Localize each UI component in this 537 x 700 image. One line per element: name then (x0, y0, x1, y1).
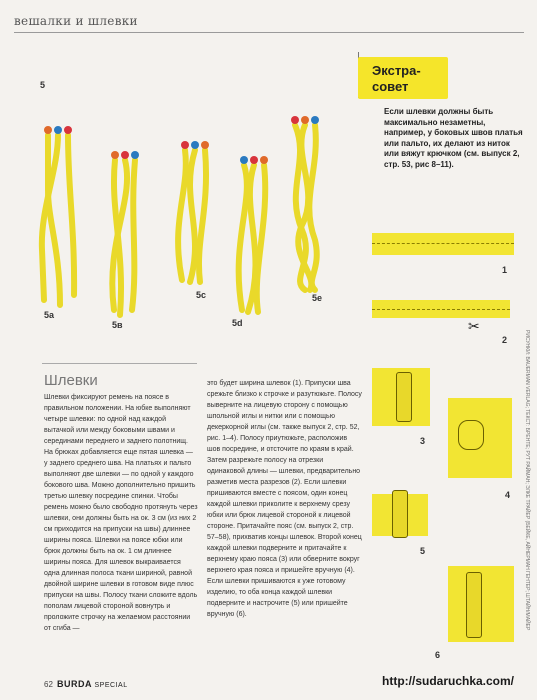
figure-label-5a: 5a (44, 310, 55, 320)
belt-loop (392, 490, 408, 538)
page-number: 62 (44, 680, 53, 689)
article-column-1 (44, 392, 198, 634)
brand-suffix: SPECIAL (94, 682, 128, 689)
figure-label-5e: 5e (312, 293, 323, 303)
figure-label-5d: 5d (232, 318, 243, 328)
tip-title: Экстра- совет (372, 63, 421, 94)
braid-5e (295, 125, 317, 290)
step-label-2: 2 (502, 335, 508, 345)
braid-5b (112, 160, 135, 315)
belt-loop (396, 372, 412, 422)
step-label-4: 4 (505, 490, 511, 500)
brand-name: BURDA (57, 679, 92, 689)
stitch-line (372, 243, 514, 245)
section-header: вешалки и шлевки (14, 14, 138, 28)
hand-sewing-icon (458, 420, 484, 450)
brand-logo (57, 679, 128, 689)
article-text-1: Шлевки фиксируют ремень на поясе в правильном положении. На юбке выполняют четыре шлевки: по одной над каждой вытачкой или между боковыми швами и серединами переднего и заднего полотнищ. На брюках добавляется еще пятая шлевка — у заднего среднего шва. На платьях и пальто выполняют две шлевки — по одной у каждого бокового шва. Можно дополнительно пришить третью шлевку посредине спинки. Чтобы ремень можно было свободно протянуть через шлевки, они должны быть на ок. 3 см (из них 2 см приходится на припуски на швы) длиннее ширины пояса. Шлевки на поясе юбки или брюк должны быть на ок. 1 см длиннее ширины пояса. Для шлевок выкраивается одна длинная полоса ткани шириной, равной двойной ширине шлевки в готовом виде плюс припуски на швы. Полосу ткани сложите вдоль пополам лицевой стороной вовнутрь и проложите строчку на желаемом расстоянии от сгиба — (44, 394, 198, 632)
braiding-illustration (30, 110, 350, 340)
article-text-2: это будет ширина шлевок (1). Припуски шва срежьте близко к строчке и разутюжьте. Полосу выверните на лицевую сторону с помощью шпольной иглы и нитки или с помощью декеркорной иглы (см. также выпуск 2, стр. 52, рис. 1–4). Полосу приутюжьте, расположив шов посредине, и отсточите по краям в край. Затем разрежьте полосу на отрезки одинаковой длины — шлевки, предварительно разметив места разрезов (2). Если шлевки пришиваются вместе с поясом, один конец каждой шлевки приколите к верхнему срезу юбки или брюк лицевой стороной к лицевой стороне. Притачайте пояс (см. выпуск 2, стр. 57–58), прихватив концы шлевок. Второй конец каждой шлевки подверните и притачайте к верхнему краю пояса (3) или обверните вокруг верхнего края пояса и пришейте вручную (4). Если шлевки пришиваются к уже готовому изделию, то оба конца каждой шлевки подверните и настрочите (5) или пришейте вручную (6). (207, 380, 362, 618)
stitch-line (372, 309, 510, 311)
step-label-1: 1 (502, 265, 508, 275)
scissors-icon: ✂ (468, 318, 480, 334)
step-label-6: 6 (435, 650, 441, 660)
pin-heads (44, 116, 319, 164)
tip-text: Если шлевки должны быть максимально незаметны, например, у боковых швов платья или пальто, их делают из ниток или вяжут крючком (см. выпуск 2, стр. 53, рис 8–11). (384, 107, 523, 169)
figure-number: 5 (40, 80, 46, 90)
figure-label-5c: 5c (196, 290, 207, 300)
braid-5c (178, 150, 206, 282)
header-rule (14, 32, 524, 33)
braid-5d (239, 165, 266, 312)
figure-label-5b: 5в (112, 320, 123, 330)
belt-loop (466, 572, 482, 638)
site-watermark[interactable]: http://sudaruchka.com/ (382, 674, 515, 688)
side-credit: РИСУНКИ: BAUERMAN VERLAG; ТЕКСТ: БРЕНТЕ; РУТ РАЙМАН; ЭЛКЕ ТРАЙЕР (БЕЙКЕ, АЙНЕРМАН ГЕНТЕР; ШТАЙН/МАЙЕР (524, 330, 530, 631)
article-column-2 (207, 378, 362, 620)
section-rule (42, 363, 197, 364)
step-label-3: 3 (420, 436, 426, 446)
step-label-5: 5 (420, 546, 426, 556)
article-title: Шлевки (44, 372, 98, 389)
braid-5a (42, 135, 74, 305)
